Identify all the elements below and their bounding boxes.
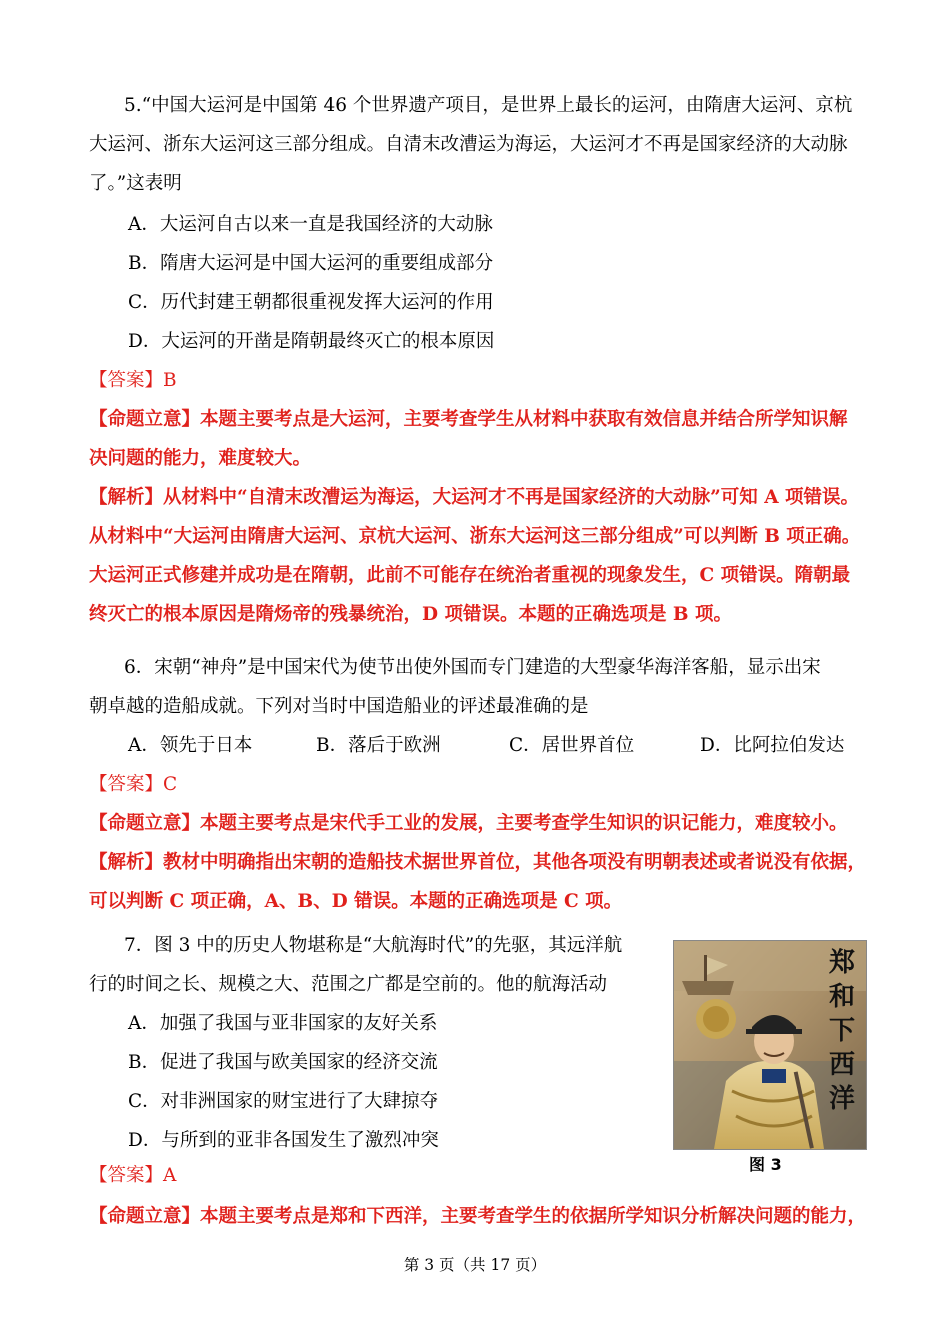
q5-stem-line-2: 大运河、浙东大运河这三部分组成。自清末改漕运为海运，大运河才不再是国家经济的大动脉 (89, 134, 848, 155)
q7-option-d: D．与所到的亚非各国发生了激烈冲突 (128, 1130, 439, 1151)
illustration-svg (674, 941, 866, 1149)
q6-analysis-line-1: 【解析】教材中明确指出宋朝的造船技术据世界首位，其他各项没有明朝表述或者说没有依据， (89, 852, 867, 873)
q6-option-d: D．比阿拉伯发达 (700, 735, 845, 756)
q5-analysis-line-3: 大运河正式修建并成功是在隋朝，此前不可能存在统治者重视的现象发生，C 项错误。隋朝最 (89, 565, 851, 586)
q6-stem-line-2: 朝卓越的造船成就。下列对当时中国造船业的评述最准确的是 (89, 696, 589, 717)
page-footer: 第 3 页（共 17 页） (403, 1256, 547, 1274)
figure-caption: 图 3 (749, 1155, 782, 1174)
q6-stem-line-1: 6．宋朝“神舟”是中国宋代为使节出使外国而专门建造的大型豪华海洋客船，显示出宋 (124, 657, 821, 678)
q5-intent-line-2: 决问题的能力，难度较大。 (89, 448, 312, 469)
q7-answer (89, 1164, 176, 1188)
zheng-he-illustration (673, 940, 867, 1150)
q7-stem-line-2: 行的时间之长、规模之大、范围之广都是空前的。他的航海活动 (89, 974, 608, 995)
calligraphy-char-5: 洋 (828, 1084, 856, 1114)
q7-option-a: A．加强了我国与亚非国家的友好关系 (128, 1013, 438, 1034)
q5-option-c: C．历代封建王朝都很重视发挥大运河的作用 (128, 292, 494, 313)
q5-analysis-line-4: 终灭亡的根本原因是隋炀帝的残暴统治，D 项错误。本题的正确选项是 B 项。 (89, 604, 733, 625)
q5-intent-line-1: 【命题立意】本题主要考点是大运河，主要考查学生从材料中获取有效信息并结合所学知识解 (89, 409, 848, 430)
q6-option-a: A．领先于日本 (128, 735, 253, 756)
answer-value: A (163, 1165, 177, 1186)
q7-intent-line-1: 【命题立意】本题主要考点是郑和下西洋，主要考查学生的依据所学知识分析解决问题的能力， (89, 1206, 867, 1227)
q5-stem-line-3: 了。”这表明 (89, 173, 182, 194)
answer-label: 【答案】 (89, 370, 164, 391)
calligraphy-char-2: 和 (828, 982, 856, 1012)
q5-analysis-line-1: 【解析】从材料中“自清末改漕运为海运，大运河才不再是国家经济的大动脉”可知 A 项错误。 (89, 487, 860, 508)
answer-label: 【答案】 (89, 774, 164, 795)
q5-stem-line-1: 5.“中国大运河是中国第 46 个世界遗产项目，是世界上最长的运河，由隋唐大运河、京杭 (124, 95, 853, 116)
q6-option-b: B．落后于欧洲 (316, 735, 441, 756)
q6-analysis-line-2: 可以判断 C 项正确，A、B、D 错误。本题的正确选项是 C 项。 (89, 891, 623, 912)
q5-option-a: A．大运河自古以来一直是我国经济的大动脉 (128, 214, 493, 235)
answer-label: 【答案】 (89, 1165, 164, 1186)
answer-value: C (163, 774, 178, 795)
q6-answer (89, 773, 177, 797)
answer-value: B (163, 370, 177, 391)
q7-option-c: C．对非洲国家的财宝进行了大肆掠夺 (128, 1091, 439, 1112)
q7-stem-line-1: 7．图 3 中的历史人物堪称是“大航海时代”的先驱，其远洋航 (124, 935, 623, 956)
q7-option-b: B．促进了我国与欧美国家的经济交流 (128, 1052, 438, 1073)
q5-option-d: D．大运河的开凿是隋朝最终灭亡的根本原因 (128, 331, 495, 352)
calligraphy-char-1: 郑 (828, 948, 856, 978)
calligraphy-char-3: 下 (828, 1016, 856, 1046)
q6-option-c: C．居世界首位 (509, 735, 635, 756)
q6-intent-line-1: 【命题立意】本题主要考点是宋代手工业的发展，主要考查学生知识的识记能力，难度较小。 (89, 813, 848, 834)
calligraphy-char-4: 西 (828, 1050, 856, 1080)
q5-answer (89, 369, 177, 393)
q5-option-b: B．隋唐大运河是中国大运河的重要组成部分 (128, 253, 494, 274)
q5-analysis-line-2: 从材料中“大运河由隋唐大运河、京杭大运河、浙东大运河这三部分组成”可以判断 B 项正确。 (89, 526, 861, 547)
